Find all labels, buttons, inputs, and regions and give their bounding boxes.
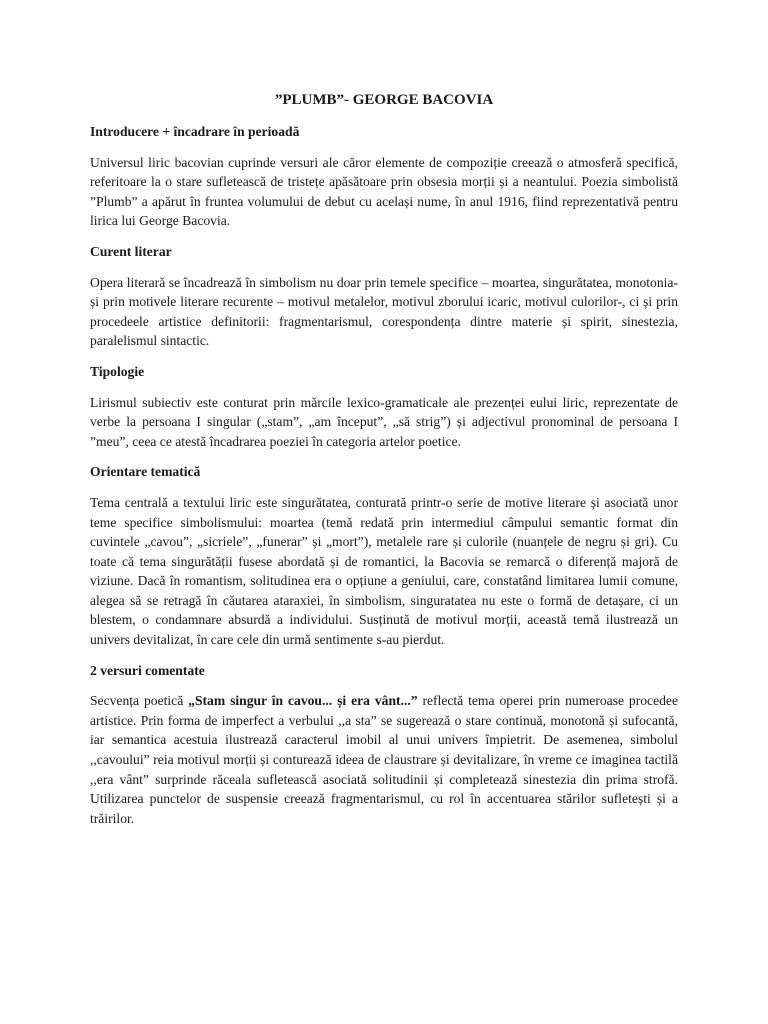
section-heading-tipologie: Tipologie <box>90 363 145 379</box>
paragraph-introducere: Universul liric bacovian cuprinde versuri ale căror elemente de compoziție creează o atmosferă specifică, referitoare la o stare sufletească de tristețe apăsătoare prin obsesia morții și a neantului. Poezia simbolistă ”Plumb” a apărut în fruntea volumului de debut cu același nume, în anul 1916, fiind reprezentativă pentru lirica lui George Bacovia. <box>90 154 678 229</box>
document-page <box>90 90 678 839</box>
paragraph-text-start: Secvența poetică <box>90 693 189 709</box>
section-heading-introducere: Introducere + încadrare în perioadă <box>90 124 300 139</box>
paragraph-tipologie: Lirismul subiectiv este conturat prin mărcile lexico-gramaticale ale prezenței eului liric, reprezentate de verbe la persoana I singular („stam”, „am început”, „să strig”) și adjectivul pronominal de persoana I ”meu”, ceea ce atestă încadrarea poeziei în categoria artelor poetice. <box>90 394 678 449</box>
section-heading-versuri-comentate: 2 versuri comentate <box>90 662 205 678</box>
section-heading-orientare-tematica: Orientare tematică <box>90 464 201 480</box>
paragraph-orientare-tematica: Tema centrală a textului liric este singurătatea, conturată printr-o serie de motive literare și asociată unor teme specifice simbolismului: moartea (temă redată prin intermediul câmpului semantic format din cuvintele „cavou”, „sicriele”, „funerar” și „mort”), metalele rare și culorile (nuanțele de negru și gri). Cu toate că tema singurătății fusese abordată și de romantici, la Bacovia se remarcă o diferență majoră de viziune. Dacă în romantism, solitudinea era o opțiune a geniului, care, constatând limitarea lumii comune, alegea să se retragă în căutarea ataraxiei, în simbolism, singuratatea nu este o formă de detașare, ci un blestem, o condamnare absurdă a individului. Susținută de motivul morții, această temă ilustrează un univers devitalizat, în care cele din urmă sentimente s-au pierdut. <box>90 494 678 648</box>
paragraph-text-rest: reflectă tema operei prin numeroase procedee artistice. Prin forma de imperfect a verbului ,,a sta” se sugerează o stare continuă, monotonă și sufocantă, iar semantica acestuia ilustrează caracterul imobil al unui univers împietrit. De asemenea, simbolul ,,cavoului” reia motivul morții și conturează ideea de claustrare și devitalizare, în vreme ce imaginea tactilă ,,era vânt” surprinde răceala sufletească asociată solitudinii și completează sinestezia din prima strofă. Utilizarea punctelor de suspensie creează fragmentarismul, cu rol în accentuarea stărilor sufletești și a trăirilor. <box>90 693 678 826</box>
paragraph-curent-literar: Opera literară se încadrează în simbolism nu doar prin temele specifice – moartea, singurătatea, monotonia- și prin motivele literare recurente – motivul metalelor, motivul zborului icaric, motivul culorilor-, ci și prin procedeele artistice definitorii: fragmentarismul, corespondența dintre materie și spirit, sinestezia, paralelismul sintactic. <box>90 274 678 349</box>
quoted-verse: „Stam singur în cavou... și era vânt...” <box>188 693 418 709</box>
document-title: ”PLUMB”- GEORGE BACOVIA <box>274 92 494 108</box>
section-heading-curent-literar: Curent literar <box>90 243 172 259</box>
paragraph-versuri-comentate <box>90 691 678 828</box>
